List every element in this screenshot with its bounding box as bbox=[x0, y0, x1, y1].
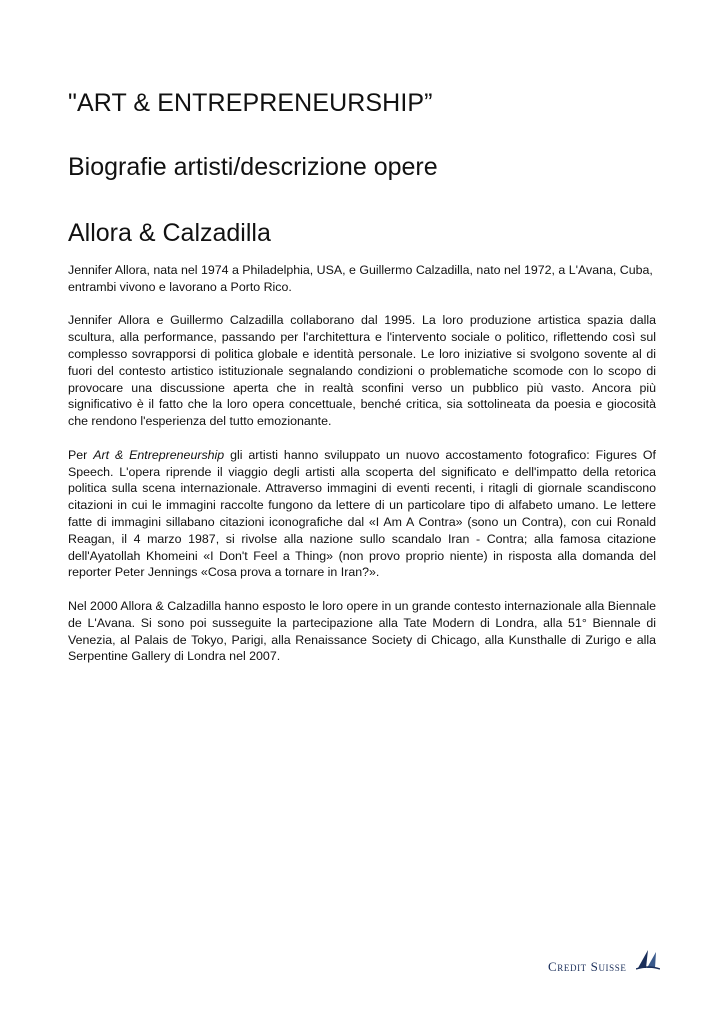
credit-suisse-logo bbox=[548, 948, 660, 978]
paragraph-artwork bbox=[68, 447, 656, 581]
logo-text: Credit Suisse bbox=[548, 959, 627, 974]
artist-name-heading: Allora & Calzadilla bbox=[68, 219, 271, 247]
paragraph-artwork-text: gli artisti hanno sviluppato un nuovo accostamento fotografico: Figures Of Speech. L'opera riprende il viaggio degli artisti alla scoperta del significato e dell'impatto della retorica politica sulla scena internazionale. Attraverso immagini di eventi recenti, i ritagli di giornale scandiscono citazioni in cui le immagini raccolte fungono da lettere di un particolare tipo di alfabeto umano. Le lettere fatte di immagini sillabano citazioni iconografiche dal «I Am A Contra» (sono un Contra), con cui Ronald Reagan, il 4 marzo 1987, si rivolse alla nazione sullo scandalo Iran - Contra; alla famosa citazione dell'Ayatollah Khomeini «I Don't Feel a Thing» (non provo proprio niente) in risposta alla domanda del reporter Peter Jennings «Cosa prova a tornare in Iran?». bbox=[68, 447, 656, 580]
paragraph-exhibitions: Nel 2000 Allora & Calzadilla hanno esposto le loro opere in un grande contesto internazionale alla Biennale de L'Avana. Si sono poi susseguite la partecipazione alla Tate Modern di Londra, alla 51° Biennale di Venezia, al Palais de Tokyo, Parigi, alla Renaissance Society di Chicago, alla Kunsthalle di Zurigo e alla Serpentine Gallery di Londra nel 2007. bbox=[68, 598, 656, 664]
credit-suisse-sails-icon bbox=[636, 948, 660, 970]
document-title: "ART & ENTREPRENEURSHIP” bbox=[68, 89, 433, 117]
paragraph-artwork-title: Art & Entrepreneurship bbox=[93, 447, 225, 462]
paragraph-birth: Jennifer Allora, nata nel 1974 a Philadelphia, USA, e Guillermo Calzadilla, nato nel 1972, a L'Avana, Cuba, entrambi vivono e lavorano a Porto Rico. bbox=[68, 263, 653, 294]
document-subtitle: Biografie artisti/descrizione opere bbox=[68, 153, 438, 181]
paragraph-artwork-prefix: Per bbox=[68, 447, 94, 462]
paragraph-collaboration: Jennifer Allora e Guillermo Calzadilla collaborano dal 1995. La loro produzione artistica spazia dalla scultura, alla performance, passando per l'architettura e l'intervento sociale o politico, riflettendo così sul complesso sovrapporsi di politica globale e identità personale. Le loro iniziative si svolgono sovente al di fuori del contesto artistico istituzionale segnalando condizioni o problematiche scomode con lo scopo di provocare una discussione aperta che in realtà sconfini verso un pubblico più vasto. Ancora più significativo è il fatto che la loro opera concettuale, benché critica, sia sottolineata da poesia e giocosità che rendono l'esperienza del tutto emozionante. bbox=[68, 313, 656, 429]
document-body bbox=[68, 262, 656, 682]
